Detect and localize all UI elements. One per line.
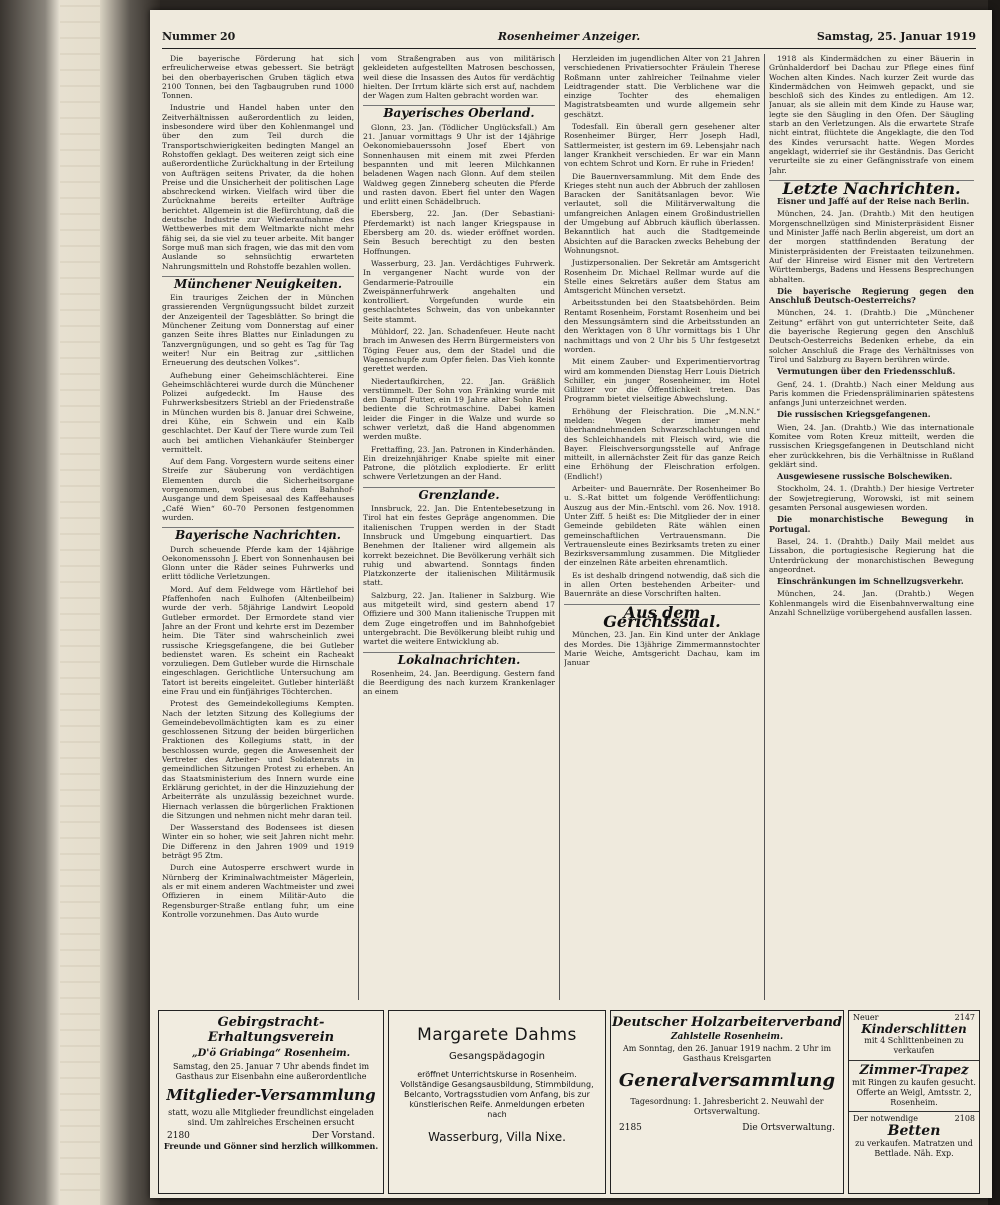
ad-title: Kinderschlitten <box>861 1022 967 1036</box>
ad-text: Samstag, den 25. Januar 7 Uhr abends findet im Gasthaus zur Eisenbahn eine außerordentliche <box>172 1062 370 1081</box>
article-text: Protest des Gemeindekollegiums Kempten. Nach der letzten Sitzung des Kollegiums der Gemeindebevollmächtigten kam es zu einer geschlossenen Sitzung der beiden bürgerlichen Fraktionen des Kollegiums statt, in der beschlossen wurde, gegen die Anwesenheit der Vertreter des Arbeiter- und Soldatenrats in gemeindlichen Sitzungen Protest zu erheben. An das Staatsministerium des Innern wurde eine Erklärung gerichtet, in der die Hinzuziehung der Arbeiterräte als unzulässig bezeichnet wurde. Hiernach verlassen die bürgerlichen Fraktionen die Sitzungen und nehmen nicht mehr daran teil. <box>162 699 354 820</box>
masthead: Rosenheimer Anzeiger. <box>497 30 641 43</box>
article-text: München, 24. Jan. (Drahtb.) Wegen Kohlenmangels wird die Eisenbahnverwaltung eine Anzahl Schnellzüge vorübergehend ausfallen lassen. <box>769 589 974 618</box>
ad-number: 2108 <box>954 1114 975 1123</box>
ad-classifieds <box>848 1010 980 1194</box>
article-text: vom Straßengraben aus von militärisch gekleideten aufgestellten Matrosen beschossen, weil diese die Insassen des Autos für verdächtig hielten. Der Irrtum klärte sich erst auf, nachdem der Wagen zum Halten gebracht worden war. <box>363 54 555 101</box>
article-text: Todesfall. Ein überall gern gesehener alter Rosenheimer Bürger, Herr Joseph Hadl, Sattlermeister, ist gestern im 69. Lebensjahr nach langer Krankheit verschieden. Er war ein Mann von echtem Schrot und Korn. Er ruhe in Frieden! <box>564 122 760 169</box>
ad-title: Deutscher Holzarbeiterverband <box>611 1015 843 1030</box>
ad-signature: Die Ortsverwaltung. <box>742 1123 835 1133</box>
page-number: Nummer 20 <box>162 30 236 43</box>
section-heading: Münchener Neuigkeiten. <box>162 276 354 289</box>
article-text: Innsbruck, 22. Jan. Die Ententebesetzung in Tirol hat ein festes Gepräge angenommen. Die italienischen Truppen werden in der Stadt Innsbruck und Umgebung einquartiert. Das Benehmen der Italiener wird allgemein als korrekt bezeichnet. Die Bevölkerung verhält sich ruhig und abwartend. Sonntags finden Platzkonzerte der italienischen Militärmusik statt. <box>363 504 555 588</box>
article-text: 1918 als Kindermädchen zu einer Bäuerin in Grünhalderdorf bei Dachau zur Pflege eines fünf Wochen alten Kindes. Nach kurzer Zeit wurde das Kindermädchen von Heimweh gepackt, und sie beschloß sich des Kindes zu entledigen. Am 12. Januar, als sie allein mit dem Kinde zu Hause war, legte sie den Säugling in den Ofen. Der Säugling starb an den Verletzungen. Als die erwartete Strafe nicht eintrat, flüchtete die Angeklagte, die den Tod des Kindes verursacht hatte. Wegen Mordes angeklagt, widerrief sie ihr Geständnis. Das Gericht verurteilte sie zu einer Gefängnisstrafe von einem Jahr. <box>769 54 974 175</box>
article-text: Industrie und Handel haben unter den Zeitverhältnissen außerordentlich zu leiden, insbesondere wird über den Kohlenmangel und über den zum Teil durch die Transportschwierigkeiten bedingten Mangel an Rohstoffen geklagt. Des weiteren zeigt sich eine außerordentliche Zurückhaltung in der Erteilung von Aufträgen seitens Privater, da die hohen Preise und die Unsicherheit der politischen Lage abschreckend wirken. Vielfach wird über die Zurücknahme bereits erteilter Aufträge berichtet. Allgemein ist die Befürchtung, daß die deutsche Industrie zur Wiederaufnahme des Wettbewerbes mit dem Weltmarkte nicht mehr fähig sei, da sie viel zu teuer arbeite. Mit banger Sorge muß man sich fragen, wie das mit den vom Auslande so sehnsüchtig erwarteten Nahrungsmitteln und Rohstoffe bezahlen wollen. <box>162 103 354 271</box>
ad-subtitle: Gesangspädagogin <box>448 1051 545 1062</box>
article-text: Wasserburg, 23. Jan. Verdächtiges Fuhrwerk. In vergangener Nacht wurde von der Gendarmerie-Patrouille ein Zweispännerfuhrwerk angehalten und kontrolliert. Vorgefunden wurde ein geschlachtetes Schwein, das von unbekannter Seite stammt. <box>363 258 555 324</box>
news-headline: Ausgewiesene russische Bolschewiken. <box>777 471 953 482</box>
ad-subtitle: Zahlstelle Rosenheim. <box>670 1032 784 1042</box>
ad-name: Margarete Dahms <box>417 1025 577 1045</box>
ad-text: statt, wozu alle Mitglieder freundlichst eingeladen sind. Um zahlreiches Erscheinen ersucht <box>168 1108 374 1127</box>
article-text: Basel, 24. 1. (Drahtb.) Daily Mail meldet aus Lissabon, die portugiesische Regierung hat die Unterdrückung der monarchistischen Bewegung angeordnet. <box>769 536 974 574</box>
ad-text: Am Sonntag, den 26. Januar 1919 nachm. 2 Uhr im Gasthaus Kreisgarten <box>622 1044 832 1063</box>
ad-title: Gebirgstracht-Erhaltungsverein <box>207 1015 335 1045</box>
article-text: Arbeitsstunden bei den Staatsbehörden. Beim Rentamt Rosenheim, Forstamt Rosenheim und bei den Messungsämtern sind die Arbeitsstunden an den Werktagen von 8 Uhr vormittags bis 1 Uhr nachmittags und von 2 Uhr bis 5 Uhr festgesetzt worden. <box>564 298 760 354</box>
ad-address: Wasserburg, Villa Nixe. <box>428 1130 566 1144</box>
article-text: Es ist deshalb dringend notwendig, daß sich die in allen Orten bestehenden Arbeiter- und Bauernräte an diese Vorschriften halten. <box>564 570 760 599</box>
article-text: Mühldorf, 22. Jan. Schadenfeuer. Heute nacht brach im Anwesen des Herrn Bürgermeisters von Töging Feuer aus, dem der Stadel und die Wagenschupfe zum Opfer fielen. Das Vieh konnte gerettet werden. <box>363 327 555 374</box>
article-text: Mit einem Zauber- und Experimentiervortrag wird am kommenden Dienstag Herr Louis Dietrich Schiller, ein junger Rosenheimer, im Hotel Gillitzer vor die Öffentlichkeit treten. Das Programm bietet vielseitige Abwechslung. <box>564 357 760 404</box>
column-rule <box>358 54 359 1000</box>
ad-footer: Freunde und Gönner sind herzlich willkommen. <box>163 1141 379 1151</box>
news-headline: Die bayerische Regierung gegen den Anschluß Deutsch-Oesterreichs? <box>769 285 974 306</box>
article-text: Aufhebung einer Geheimschlächterei. Eine Geheimschlächterei wurde durch die Münchener Polizei aufgedeckt. Im Hause des Fuhrwerksbesitzers Striebl an der Friedenstraße in München wurden bis 8. Januar drei Schweine, drei Kühe, ein Schwein und ein Kalb geschlachtet. Der Kauf der Tiere wurde zum Teil auch bei amtlichen Viehankäufer Steinberger vermittelt. <box>162 370 354 454</box>
header-rule <box>162 48 976 49</box>
ad-title: Betten <box>887 1123 941 1139</box>
article-text: Rosenheim, 24. Jan. Beerdigung. Gestern fand die Beerdigung des nach kurzem Krankenlager an einem <box>363 668 555 697</box>
binding-edge <box>60 0 100 1205</box>
article-text: Arbeiter- und Bauernräte. Der Rosenheimer Bo u. S.-Rat bittet um folgende Veröffentlichung: Auszug aus der Min.-Entschl. vom 26. Nov. 1918. Unter Ziff. 5 heißt es: Die Mitglieder der in einer Gemeinde gebildeten Räte wählen einen gemeinschaftlichen Vertrauensmann. Die Vertrauensleute eines Bezirksamts treten zu einer Bezirksversammlung zusammen. Die Mitglieder der einzelnen Räte arbeiten ehrenamtlich. <box>564 484 760 568</box>
advertisement-row <box>150 1010 992 1198</box>
article-text: Ein trauriges Zeichen der in München grassierenden Vergnügungssucht bildet zurzeit der Anzeigenteil der Tagesblätter. So bringt die Münchener Zeitung vom Donnerstag auf einer ganzen Seite ihres Blattes nur Einladungen zu Tanzvergnügungen, und so geht es Tag für Tag weiter! Nur ein Beitrag zur „sittlichen Erneuerung des deutschen Volkes“. <box>162 293 354 368</box>
article-text: Die bayerische Förderung hat sich erfreulicherweise etwas gebessert. Sie beträgt bei den oberbayerischen Gruben täglich etwa 2100 Tonnen, bei den Tagbaugruben rund 1000 Tonnen. <box>162 54 354 101</box>
article-text: Auf dem Fang. Vorgestern wurde seitens einer Streife zur Säuberung von verdächtigen Elementen durch die Sicherheitsorgane vorgenommen, wobei aus dem Bahnhof-Ausgange und dem Speisesaal des Kaffeehauses „Café Wien“ 60–70 Personen festgenommen wurden. <box>162 457 354 522</box>
section-heading: Lokalnachrichten. <box>363 652 555 665</box>
news-headline: Einschränkungen im Schnellzugsverkehr. <box>777 576 964 587</box>
section-heading: Bayerische Nachrichten. <box>162 527 354 540</box>
article-text: Der Wasserstand des Bodensees ist diesen Winter ein so hoher, wie seit Jahren nicht mehr. Die Differenz in den Jahren 1909 und 1919 beträgt 95 Ztm. <box>162 823 354 861</box>
column-rule <box>559 54 560 1000</box>
news-headline: Die monarchistische Bewegung in Portugal. <box>769 514 974 534</box>
article-text: München, 24. 1. (Drahtb.) Die „Münchener Zeitung“ erfährt von gut unterrichteter Seite, daß die bayerische Regierung gegen den Anschluß Deutsch-Oesterreichs Bedenken erhebe, da ein solcher Anschluß die Frage des Verhältnisses von Tirol und Salzburg zu Bayern berühren würde. <box>769 308 974 364</box>
ad-headline: Mitglieder-Versammlung <box>166 1086 376 1104</box>
article-text: Mord. Auf dem Feldwege vom Härtlehof bei Pfaffenhofen nach Eulhofen (Altenbeilbeim) wurde der verh. 58jährige Landwirt Leopold Gutleber ermordet. Der Ermordete stand vier Jahre an der Front und kehrte erst im Dezember heim. Die Täter sind wahrscheinlich zwei russische Kriegsgefangene, die bei Gutleber bedienstet waren. Es scheint ein Racheakt vorzuliegen. Dem Gutleber wurde die Hirnschale eingeschlagen. Gerichtliche Untersuchung am Tatort ist bereits eingeleitet. Gutleber hinterläßt eine Frau und ein fünfjähriges Töchterchen. <box>162 584 354 696</box>
article-text: Niedertaufkirchen, 22. Jan. Gräßlich verstümmelt. Der Sohn von Fränking wurde mit den Dampf Futter, ein 19 Jahre alter Sohn Reisl bediente die Schrotmaschine. Dabei kamen leider die Finger in die Walze und wurde so schwer verletzt, daß die Hand abgenommen werden mußte. <box>363 376 555 442</box>
column-4 <box>769 54 974 1000</box>
article-text: München, 24. Jan. (Drahtb.) Mit den heutigen Morgenschnellzügen sind Ministerpräsident Eisner und Minister Jaffé nach Berlin abgereist, um dort an der morgen stattfindenden Beratung der Ministerpräsidenten der Freistaaten teilzunehmen. Auf der Hinreise wird Eisner mit den Vertretern Württembergs, Badens und Hessens Besprechungen abhalten. <box>769 209 974 284</box>
article-text: Glonn, 23. Jan. (Tödlicher Unglücksfall.) Am 21. Januar vormittags 9 Uhr ist der 14jährige Oekonomiebauerssohn Josef Ebert von Sonnenhausen mit einem mit zwei Pferden bespannten und mit leeren Milchkannen beladenen Wagen nach Glonn. Auf dem steilen Waldweg gegen Zinneberg scheuten die Pferde und rasten davon. Ebert fiel unter den Wagen und erlitt einen Schädelbruch. <box>363 122 555 207</box>
article-text: Salzburg, 22. Jan. Italiener in Salzburg. Wie aus mitgeteilt wird, sind gestern abend 17 Offiziere und 300 Mann italienische Truppen mit dem Zuge eingetroffen und im Bahnhofgebiet untergebracht. Die Bevölkerung bleibt ruhig und wartet die weitere Entwicklung ab. <box>363 590 555 647</box>
ad-trachtenverein <box>158 1010 384 1194</box>
book-binding <box>0 0 160 1205</box>
ad-text: eröffnet Unterrichtskurse in Rosenheim. Vollständige Gesangsausbildung, Stimmbildung, Belcanto, Vortragsstudien vom Anfang, bis zur künstlerischen Reife. Anmeldungen erbeten nach <box>400 1070 594 1119</box>
ad-text: mit 4 Schlittenbeinen zu verkaufen <box>864 1036 964 1055</box>
ad-title: Zimmer-Trapez <box>849 1060 979 1078</box>
article-text: Die Bauernversammlung. Mit dem Ende des Krieges steht nun auch der Abbruch der zahllosen Baracken der Sanitätsanlagen bevor. Wie verlautet, soll die Militärverwaltung die umfangreichen Anlagen einem Großindustriellen der Umgebung auf Abbruch käuflich überlassen. Bekanntlich hat auch die Stadtgemeinde Absichten auf die Baracken zwecks Behebung der Wohnungsnot. <box>564 171 760 255</box>
article-text: Ebersberg, 22. Jan. (Der Sebastiani-Pferdemarkt) ist nach langer Kriegspause in Ebersberg am 20. ds. wieder eröffnet worden. Sein Besuch berechtigt zu den besten Hoffnungen. <box>363 209 555 256</box>
issue-date: Samstag, 25. Januar 1919 <box>816 30 976 43</box>
ad-text: Tagesordnung: 1. Jahresbericht 2. Neuwahl der Ortsverwaltung. <box>630 1097 824 1116</box>
ad-headline: Generalversammlung <box>618 1070 836 1091</box>
column-1 <box>162 54 354 1000</box>
ad-subtitle: „D'ö Griabinga“ Rosenheim. <box>191 1048 351 1059</box>
ad-signature: Der Vorstand. <box>311 1131 375 1141</box>
article-text: München, 23. Jan. Ein Kind unter der Anklage des Mordes. Die 13jährige Zimmermannstochter Marie Weiche, Amtsgericht Dachau, kam im Januar <box>564 630 760 668</box>
article-text: Wien, 24. Jan. (Drahtb.) Wie das internationale Komitee vom Roten Kreuz mitteilt, werden die russischen Kriegsgefangenen in Deutschland nicht eher zurückkehren, bis die Verhältnisse in Rußland geklärt sind. <box>769 422 974 469</box>
ad-label: Der notwendige <box>853 1114 918 1123</box>
section-heading: Aus dem Gerichtssaal. <box>564 604 760 627</box>
article-text: Durch eine Autosperre erschwert wurde in Nürnberg der Kriminalwachtmeister Mägerlein, als er mit einem anderen Wachtmeister und zwei Offizieren in einem Militär-Auto die Regensburger-Straße entlang fuhr, um eine Kontrolle vorzunehmen. Das Auto wurde <box>162 863 354 919</box>
ad-number: 2185 <box>619 1123 642 1133</box>
article-text: Herzleiden im jugendlichen Alter von 21 Jahren verschiedenen Privatiersochter Fräulein Therese Roßmann unter zahlreicher Teilnahme vieler Leidtragender statt. Die Verblichene war die einzige Tochter des ehemaligen Magistratsbeamten und wurde allgemein sehr geschätzt. <box>564 54 760 119</box>
news-headline: Die russischen Kriegsgefangenen. <box>777 409 931 420</box>
news-headline: Vermutungen über den Friedensschluß. <box>777 366 956 377</box>
news-headline: Eisner und Jaffé auf der Reise nach Berlin. <box>777 196 970 207</box>
column-rule <box>764 54 765 1000</box>
article-text: Erhöhung der Fleischration. Die „M.N.N.“ melden: Wegen der immer mehr überhandnehmenden Schwarzschlachtungen und des Schleichhandels mit Fleisch wird, wie die Bayer. Fleischversorgungsstelle auf Anfrage mitteilt, in allernächster Zeit für das ganze Reich eine Erhöhung der Fleischration erfolgen. (Endlich!) <box>564 406 760 481</box>
article-text: Justizpersonalien. Der Sekretär am Amtsgericht Rosenheim Dr. Michael Rellmar wurde auf die Stelle eines Sekretärs außer dem Status am Amtsgericht München versetzt. <box>564 258 760 296</box>
article-text: Durch scheuende Pferde kam der 14jährige Oekonomenssohn J. Ebert von Sonnenhausen bei Glonn unter die Räder seines Fuhrwerks und erlitt tödliche Verletzungen. <box>162 544 354 582</box>
newspaper-page <box>150 10 992 1198</box>
ad-number: 2147 <box>954 1013 975 1022</box>
ad-number: 2180 <box>167 1131 190 1141</box>
ad-text: mit Ringen zu kaufen gesucht. Offerte an Weigl, Amtsstr. 2, Rosenheim. <box>852 1078 976 1107</box>
ad-label: Neuer <box>853 1013 879 1022</box>
page-header <box>162 30 976 48</box>
ad-holzarbeiterverband <box>610 1010 844 1194</box>
article-text: Genf, 24. 1. (Drahtb.) Nach einer Meldung aus Paris kommen die Friedenspräliminarien spätestens anfangs Juni unterzeichnet werden. <box>769 379 974 408</box>
section-heading: Grenzlande. <box>363 487 555 500</box>
ad-text: zu verkaufen. Matratzen und Bettlade. Näh. Exp. <box>855 1139 973 1158</box>
column-2 <box>363 54 555 1000</box>
section-heading: Letzte Nachrichten. <box>769 180 974 193</box>
section-heading: Bayerisches Oberland. <box>363 105 555 118</box>
ad-gesangspaedagogin <box>388 1010 606 1194</box>
column-3 <box>564 54 760 1000</box>
article-text: Frettaffing, 23. Jan. Patronen in Kinderhänden. Ein dreizehnjähriger Knabe spielte mit einer Patrone, die plötzlich explodierte. Er erlitt schwere Verletzungen an der Hand. <box>363 444 555 482</box>
article-text: Stockholm, 24. 1. (Drahtb.) Der hiesige Vertreter der Sowjetregierung, Worowski, ist mit seinem gesamten Personal ausgewiesen worden. <box>769 484 974 513</box>
